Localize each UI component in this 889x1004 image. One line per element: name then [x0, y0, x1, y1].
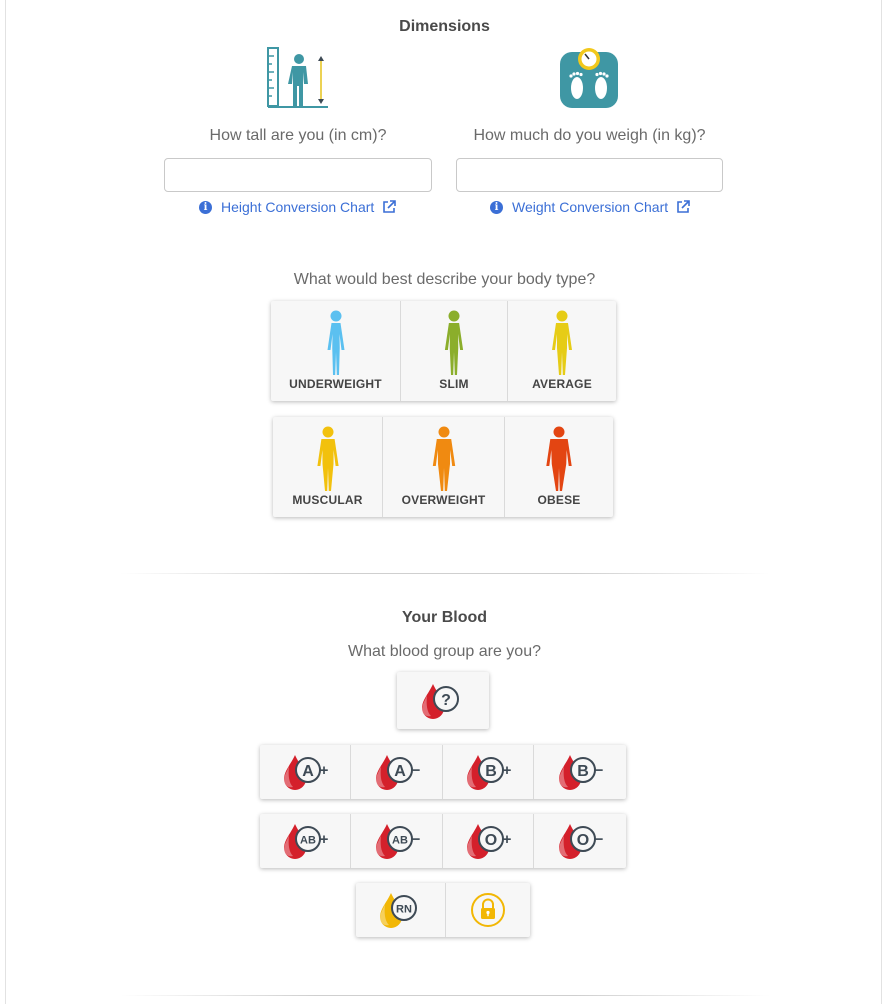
height-conversion-chart-link[interactable] — [199, 199, 396, 215]
body-type-label: UNDERWEIGHT — [289, 377, 382, 391]
lock-icon — [469, 891, 507, 929]
underweight-figure-icon — [321, 310, 351, 376]
muscular-figure-icon — [313, 426, 343, 492]
info-icon: i — [199, 201, 212, 214]
weighing-scale-icon — [558, 46, 620, 110]
svg-text:−: − — [411, 762, 420, 779]
blood-group-unknown[interactable] — [397, 672, 489, 729]
blood-o-positive-icon — [464, 821, 512, 861]
blood-ab-positive-icon — [281, 821, 329, 861]
blood-row-3 — [356, 883, 530, 937]
external-link-icon — [676, 200, 690, 214]
body-type-overweight[interactable] — [383, 417, 505, 517]
svg-text:AB: AB — [391, 834, 408, 847]
blood-row-2 — [260, 814, 626, 868]
dimensions-title: Dimensions — [399, 18, 490, 35]
body-type-row-2 — [273, 417, 613, 517]
body-type-muscular[interactable] — [273, 417, 383, 517]
blood-group-b-negative[interactable] — [534, 745, 626, 799]
svg-text:−: − — [411, 831, 420, 848]
external-link-icon — [382, 200, 396, 214]
svg-text:−: − — [594, 831, 604, 848]
body-type-row-1 — [271, 301, 616, 401]
blood-group-o-positive[interactable] — [443, 814, 534, 868]
svg-text:A: A — [393, 763, 406, 780]
slim-figure-icon — [439, 310, 469, 376]
blood-unknown-row — [397, 672, 489, 729]
blood-group-locked[interactable] — [446, 883, 530, 937]
svg-text:−: − — [594, 762, 604, 779]
body-type-obese[interactable] — [505, 417, 613, 517]
blood-group-b-positive[interactable] — [443, 745, 534, 799]
section-divider — [120, 573, 770, 574]
overweight-figure-icon — [429, 426, 459, 492]
blood-o-negative-icon — [556, 821, 604, 861]
blood-group-a-negative[interactable] — [351, 745, 443, 799]
weight-question: How much do you weigh (in kg)? — [473, 127, 706, 144]
blood-a-positive-icon — [281, 752, 329, 792]
blood-b-positive-icon — [464, 752, 512, 792]
height-input[interactable] — [164, 158, 432, 192]
blood-title: Your Blood — [401, 609, 488, 626]
blood-b-negative-icon — [556, 752, 604, 792]
svg-text:O: O — [576, 832, 590, 849]
height-measure-icon — [266, 46, 330, 110]
svg-text:O: O — [484, 832, 498, 849]
blood-group-ab-positive[interactable] — [260, 814, 351, 868]
blood-group-ab-negative[interactable] — [351, 814, 443, 868]
blood-group-question: What blood group are you? — [347, 643, 541, 660]
svg-text:AB: AB — [300, 834, 316, 847]
blood-ab-negative-icon — [373, 821, 421, 861]
body-type-label: MUSCULAR — [292, 493, 363, 507]
blood-unknown-icon — [419, 681, 467, 721]
blood-row-1 — [260, 745, 626, 799]
blood-a-negative-icon — [373, 752, 421, 792]
info-icon: i — [490, 201, 503, 214]
section-divider — [120, 995, 770, 996]
body-type-underweight[interactable] — [271, 301, 401, 401]
svg-text:+: + — [319, 762, 329, 779]
body-type-label: AVERAGE — [532, 377, 592, 391]
svg-text:RN: RN — [395, 903, 412, 916]
average-figure-icon — [547, 310, 577, 376]
blood-group-o-negative[interactable] — [534, 814, 626, 868]
blood-group-a-positive[interactable] — [260, 745, 351, 799]
rh-null-blood-icon — [377, 890, 425, 930]
body-type-label: SLIM — [439, 377, 469, 391]
height-question: How tall are you (in cm)? — [209, 127, 387, 144]
weight-conversion-chart-link[interactable] — [490, 199, 690, 215]
body-type-question: What would best describe your body type? — [293, 271, 596, 288]
svg-text:+: + — [502, 762, 512, 779]
body-type-average[interactable] — [508, 301, 616, 401]
blood-group-rh-null[interactable] — [356, 883, 446, 937]
body-type-slim[interactable] — [401, 301, 508, 401]
svg-text:+: + — [502, 831, 512, 848]
svg-text:?: ? — [441, 691, 451, 709]
svg-text:+: + — [319, 831, 329, 848]
svg-text:A: A — [302, 763, 314, 780]
svg-text:B: B — [577, 763, 589, 780]
obese-figure-icon — [544, 426, 574, 492]
body-type-label: OVERWEIGHT — [401, 493, 486, 507]
weight-input[interactable] — [456, 158, 723, 192]
svg-text:B: B — [485, 763, 497, 780]
weight-conversion-chart-label: Weight Conversion Chart — [512, 199, 669, 215]
body-type-label: OBESE — [537, 493, 581, 507]
height-conversion-chart-label: Height Conversion Chart — [221, 199, 375, 215]
